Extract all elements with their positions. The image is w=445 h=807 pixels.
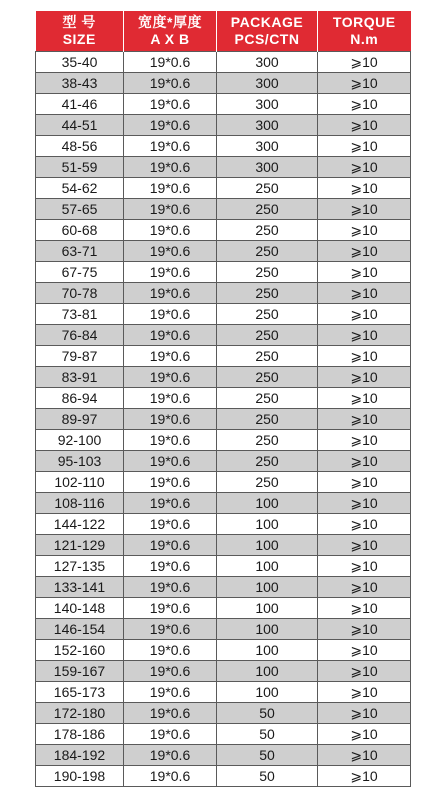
cell-size: 159-167: [36, 661, 124, 682]
cell-package: 100: [217, 514, 318, 535]
table-row: [36, 325, 411, 346]
cell-package: 300: [217, 94, 318, 115]
cell-package: 250: [217, 199, 318, 220]
cell-size: 152-160: [36, 640, 124, 661]
cell-package: 100: [217, 493, 318, 514]
cell-size: 67-75: [36, 262, 124, 283]
table-row: [36, 136, 411, 157]
cell-dimension: 19*0.6: [124, 94, 217, 115]
cell-torque: ⩾10: [318, 115, 411, 136]
cell-package: 100: [217, 556, 318, 577]
cell-package: 300: [217, 115, 318, 136]
cell-dimension: 19*0.6: [124, 52, 217, 73]
cell-package: 300: [217, 136, 318, 157]
header-torque: [318, 11, 411, 52]
table-row: [36, 472, 411, 493]
cell-size: 73-81: [36, 304, 124, 325]
cell-torque: ⩾10: [318, 409, 411, 430]
header-torque-line1: TORQUE: [332, 14, 396, 30]
cell-torque: ⩾10: [318, 556, 411, 577]
cell-size: 165-173: [36, 682, 124, 703]
cell-package: 250: [217, 472, 318, 493]
cell-torque: ⩾10: [318, 535, 411, 556]
cell-size: 83-91: [36, 367, 124, 388]
header-torque-line2: N.m: [350, 31, 379, 47]
cell-size: 92-100: [36, 430, 124, 451]
cell-torque: ⩾10: [318, 745, 411, 766]
cell-dimension: 19*0.6: [124, 703, 217, 724]
table-row: [36, 451, 411, 472]
header-dimension-cn: 宽度*厚度: [138, 14, 202, 30]
cell-torque: ⩾10: [318, 577, 411, 598]
table-body: [36, 52, 411, 787]
table-row: [36, 388, 411, 409]
spec-table: [35, 11, 411, 787]
cell-torque: ⩾10: [318, 388, 411, 409]
cell-torque: ⩾10: [318, 640, 411, 661]
cell-torque: ⩾10: [318, 157, 411, 178]
cell-torque: ⩾10: [318, 262, 411, 283]
cell-dimension: 19*0.6: [124, 388, 217, 409]
cell-size: 102-110: [36, 472, 124, 493]
table-row: [36, 367, 411, 388]
cell-torque: ⩾10: [318, 766, 411, 787]
cell-size: 60-68: [36, 220, 124, 241]
cell-package: 100: [217, 577, 318, 598]
cell-torque: ⩾10: [318, 241, 411, 262]
cell-package: 100: [217, 619, 318, 640]
table-row: [36, 619, 411, 640]
cell-package: 100: [217, 535, 318, 556]
cell-dimension: 19*0.6: [124, 430, 217, 451]
cell-torque: ⩾10: [318, 703, 411, 724]
cell-size: 35-40: [36, 52, 124, 73]
table-row: [36, 73, 411, 94]
cell-size: 95-103: [36, 451, 124, 472]
cell-dimension: 19*0.6: [124, 577, 217, 598]
table-row: [36, 94, 411, 115]
cell-torque: ⩾10: [318, 325, 411, 346]
cell-package: 250: [217, 409, 318, 430]
cell-package: 50: [217, 745, 318, 766]
cell-torque: ⩾10: [318, 346, 411, 367]
cell-size: 190-198: [36, 766, 124, 787]
cell-size: 54-62: [36, 178, 124, 199]
cell-size: 121-129: [36, 535, 124, 556]
cell-torque: ⩾10: [318, 136, 411, 157]
cell-package: 300: [217, 157, 318, 178]
table-row: [36, 157, 411, 178]
cell-package: 250: [217, 262, 318, 283]
cell-dimension: 19*0.6: [124, 73, 217, 94]
cell-torque: ⩾10: [318, 514, 411, 535]
cell-dimension: 19*0.6: [124, 325, 217, 346]
table-row: [36, 577, 411, 598]
cell-dimension: 19*0.6: [124, 745, 217, 766]
cell-package: 100: [217, 640, 318, 661]
cell-dimension: 19*0.6: [124, 157, 217, 178]
cell-package: 250: [217, 388, 318, 409]
table-header: [36, 11, 411, 52]
cell-torque: ⩾10: [318, 94, 411, 115]
table-row: [36, 241, 411, 262]
cell-torque: ⩾10: [318, 220, 411, 241]
cell-size: 184-192: [36, 745, 124, 766]
cell-package: 250: [217, 451, 318, 472]
cell-size: 48-56: [36, 136, 124, 157]
cell-size: 51-59: [36, 157, 124, 178]
cell-size: 41-46: [36, 94, 124, 115]
header-package: [217, 11, 318, 52]
cell-size: 127-135: [36, 556, 124, 577]
cell-torque: ⩾10: [318, 52, 411, 73]
cell-package: 250: [217, 346, 318, 367]
table-row: [36, 283, 411, 304]
cell-torque: ⩾10: [318, 472, 411, 493]
cell-dimension: 19*0.6: [124, 136, 217, 157]
cell-torque: ⩾10: [318, 178, 411, 199]
cell-size: 89-97: [36, 409, 124, 430]
table-row: [36, 556, 411, 577]
cell-package: 250: [217, 367, 318, 388]
table-row: [36, 304, 411, 325]
cell-package: 100: [217, 682, 318, 703]
cell-size: 79-87: [36, 346, 124, 367]
header-package-line1: PACKAGE: [230, 14, 304, 30]
cell-torque: ⩾10: [318, 430, 411, 451]
cell-torque: ⩾10: [318, 73, 411, 94]
cell-dimension: 19*0.6: [124, 619, 217, 640]
cell-dimension: 19*0.6: [124, 367, 217, 388]
cell-dimension: 19*0.6: [124, 514, 217, 535]
cell-dimension: 19*0.6: [124, 451, 217, 472]
cell-package: 250: [217, 430, 318, 451]
cell-torque: ⩾10: [318, 661, 411, 682]
cell-package: 250: [217, 241, 318, 262]
header-dimension-en: A X B: [150, 31, 190, 47]
table-row: [36, 514, 411, 535]
cell-torque: ⩾10: [318, 199, 411, 220]
cell-package: 250: [217, 325, 318, 346]
table-row: [36, 430, 411, 451]
cell-dimension: 19*0.6: [124, 283, 217, 304]
header-dimension: [124, 11, 217, 52]
cell-package: 250: [217, 283, 318, 304]
cell-size: 172-180: [36, 703, 124, 724]
cell-dimension: 19*0.6: [124, 598, 217, 619]
table-row: [36, 661, 411, 682]
table-row: [36, 220, 411, 241]
cell-size: 140-148: [36, 598, 124, 619]
cell-package: 100: [217, 598, 318, 619]
cell-dimension: 19*0.6: [124, 262, 217, 283]
cell-package: 250: [217, 178, 318, 199]
cell-size: 144-122: [36, 514, 124, 535]
table-row: [36, 52, 411, 73]
header-size-cn: 型 号: [62, 14, 96, 30]
cell-size: 133-141: [36, 577, 124, 598]
table-row: [36, 682, 411, 703]
table-row: [36, 409, 411, 430]
cell-size: 44-51: [36, 115, 124, 136]
cell-torque: ⩾10: [318, 451, 411, 472]
cell-torque: ⩾10: [318, 724, 411, 745]
cell-size: 178-186: [36, 724, 124, 745]
cell-dimension: 19*0.6: [124, 409, 217, 430]
cell-package: 50: [217, 703, 318, 724]
cell-dimension: 19*0.6: [124, 178, 217, 199]
cell-package: 300: [217, 73, 318, 94]
cell-dimension: 19*0.6: [124, 115, 217, 136]
cell-package: 300: [217, 52, 318, 73]
cell-size: 86-94: [36, 388, 124, 409]
header-package-line2: PCS/CTN: [234, 31, 300, 47]
cell-dimension: 19*0.6: [124, 640, 217, 661]
table-row: [36, 346, 411, 367]
table-row: [36, 703, 411, 724]
cell-size: 70-78: [36, 283, 124, 304]
table-row: [36, 199, 411, 220]
cell-torque: ⩾10: [318, 283, 411, 304]
table-row: [36, 115, 411, 136]
cell-torque: ⩾10: [318, 493, 411, 514]
cell-size: 146-154: [36, 619, 124, 640]
table-row: [36, 766, 411, 787]
cell-dimension: 19*0.6: [124, 493, 217, 514]
cell-package: 50: [217, 724, 318, 745]
cell-dimension: 19*0.6: [124, 346, 217, 367]
cell-torque: ⩾10: [318, 367, 411, 388]
cell-dimension: 19*0.6: [124, 661, 217, 682]
cell-size: 63-71: [36, 241, 124, 262]
cell-dimension: 19*0.6: [124, 766, 217, 787]
table-row: [36, 262, 411, 283]
cell-dimension: 19*0.6: [124, 724, 217, 745]
table-row: [36, 493, 411, 514]
table-row: [36, 178, 411, 199]
cell-dimension: 19*0.6: [124, 535, 217, 556]
cell-torque: ⩾10: [318, 619, 411, 640]
cell-size: 57-65: [36, 199, 124, 220]
table-row: [36, 640, 411, 661]
table-row: [36, 535, 411, 556]
cell-package: 250: [217, 220, 318, 241]
cell-size: 76-84: [36, 325, 124, 346]
cell-dimension: 19*0.6: [124, 682, 217, 703]
cell-dimension: 19*0.6: [124, 199, 217, 220]
table-row: [36, 598, 411, 619]
cell-dimension: 19*0.6: [124, 472, 217, 493]
header-row: [36, 11, 411, 52]
cell-torque: ⩾10: [318, 682, 411, 703]
cell-package: 100: [217, 661, 318, 682]
cell-size: 108-116: [36, 493, 124, 514]
header-size-en: SIZE: [62, 31, 96, 47]
cell-torque: ⩾10: [318, 598, 411, 619]
cell-package: 50: [217, 766, 318, 787]
cell-dimension: 19*0.6: [124, 241, 217, 262]
header-size: [36, 11, 124, 52]
table-row: [36, 745, 411, 766]
cell-dimension: 19*0.6: [124, 220, 217, 241]
table-row: [36, 724, 411, 745]
cell-size: 38-43: [36, 73, 124, 94]
cell-torque: ⩾10: [318, 304, 411, 325]
cell-dimension: 19*0.6: [124, 556, 217, 577]
cell-dimension: 19*0.6: [124, 304, 217, 325]
cell-package: 250: [217, 304, 318, 325]
